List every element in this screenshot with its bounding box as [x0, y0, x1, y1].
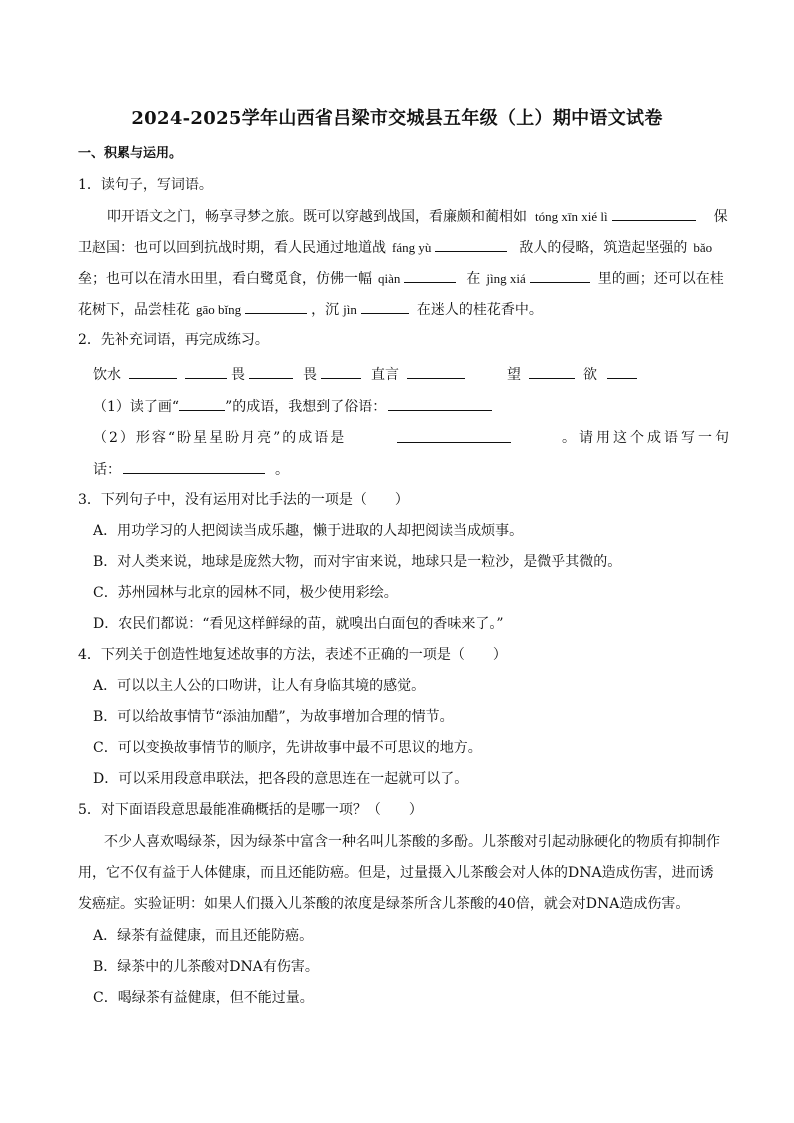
- q2-text: （2）形容“盼星星盼月亮”的成语是: [93, 430, 347, 446]
- pinyin-prompt: gāo bǐng: [196, 302, 242, 317]
- q2-text: 。请用这个成语写一句: [561, 430, 732, 446]
- answer-blank[interactable]: [404, 268, 456, 283]
- q5-option-a[interactable]: A．绿茶有益健康，而且还能防癌。: [93, 928, 314, 944]
- answer-blank[interactable]: [407, 364, 465, 379]
- question-2-label: 2．先补充词语，再完成练习。: [78, 332, 269, 348]
- answer-blank[interactable]: [529, 364, 575, 379]
- pinyin-prompt: fáng yù: [392, 240, 432, 255]
- q1-text: 叩开语文之门，畅享寻梦之旅。既可以穿越到战国，看廉颇和蔺相如: [107, 209, 527, 225]
- q5-option-c[interactable]: C．喝绿茶有益健康，但不能过量。: [93, 990, 314, 1006]
- q4-option-b[interactable]: B．可以给故事情节“添油加醋”，为故事增加合理的情节。: [93, 709, 454, 725]
- q3-option-a[interactable]: A．用功学习的人把阅读当成乐趣，懒于进取的人却把阅读当成烦事。: [93, 523, 524, 539]
- q4-option-a[interactable]: A．可以以主人公的口吻讲，让人有身临其境的感觉。: [93, 678, 426, 694]
- q1-text: 在迷人的桂花香中。: [416, 302, 543, 318]
- q3-option-c[interactable]: C．苏州园林与北京的园林不同，极少使用彩绘。: [93, 585, 398, 601]
- q1-text: 保: [713, 209, 728, 225]
- pinyin-prompt: jìng xiá: [486, 271, 526, 286]
- q1-line-3: [78, 268, 724, 289]
- q1-line-4: [78, 299, 543, 320]
- q2-text: ”的成语，我想到了俗语：: [225, 399, 387, 415]
- q2-text: 。: [275, 462, 289, 478]
- idiom-part: 欲: [583, 367, 597, 383]
- q1-text: 垒；也可以在清水田里，看白鹭觅食，仿佛一幅: [78, 271, 372, 287]
- q5-passage-line: 用，它不仅有益于人体健康，而且还能防癌。但是，过量摄入儿茶酸会对人体的DNA造成伤害，进而诱: [78, 865, 714, 881]
- answer-blank[interactable]: [249, 364, 293, 379]
- answer-blank[interactable]: [435, 237, 507, 252]
- q1-line-2: [78, 237, 712, 258]
- answer-blank[interactable]: [179, 396, 225, 411]
- q5-option-b[interactable]: B．绿茶中的儿茶酸对DNA有伤害。: [93, 959, 319, 975]
- answer-blank[interactable]: [185, 364, 227, 379]
- pinyin-prompt: tóng xīn xié lì: [535, 209, 608, 224]
- answer-blank[interactable]: [123, 459, 265, 474]
- idiom-part: 畏: [303, 367, 317, 383]
- q2-sub-2-cont: [93, 459, 289, 480]
- q2-text: 话：: [93, 462, 121, 478]
- answer-blank[interactable]: [129, 364, 177, 379]
- answer-blank[interactable]: [361, 299, 409, 314]
- q2-sub-1: [93, 396, 496, 417]
- question-3-label: 3．下列句子中，没有运用对比手法的一项是（ ）: [78, 492, 409, 508]
- idiom-part: 畏: [231, 367, 245, 383]
- q1-text: 在: [466, 271, 481, 287]
- answer-blank[interactable]: [321, 364, 361, 379]
- idiom-part: 直言: [371, 367, 399, 383]
- idiom-part: 望: [507, 367, 521, 383]
- q2-word-row: [93, 364, 641, 385]
- q5-passage-line: 发癌症。实验证明：如果人们摄入儿茶酸的浓度是绿茶所含儿茶酸的40倍，就会对DNA造成伤害。: [78, 896, 690, 912]
- answer-blank[interactable]: [397, 428, 511, 443]
- answer-blank[interactable]: [245, 299, 307, 314]
- answer-blank[interactable]: [612, 206, 696, 221]
- q4-option-d[interactable]: D．可以采用段意串联法，把各段的意思连在一起就可以了。: [93, 771, 469, 787]
- pinyin-prompt: bǎo: [693, 240, 713, 255]
- question-1-label: 1．读句子，写词语。: [78, 177, 213, 193]
- q3-option-d[interactable]: D．农民们都说：“看见这样鲜绿的苗，就嗅出白面包的香味来了。”: [93, 616, 504, 632]
- q2-sub-2: [93, 428, 732, 448]
- q1-text: 花树下，品尝桂花: [78, 302, 190, 318]
- q1-text: 敌人的侵略，筑造起坚强的: [519, 240, 688, 256]
- exam-title: 2024-2025学年山西省吕梁市交城县五年级（上）期中语文试卷: [131, 108, 663, 129]
- q1-line-1: [107, 206, 728, 227]
- pinyin-prompt: qiàn: [378, 271, 401, 286]
- idiom-part: 饮水: [93, 367, 121, 383]
- q1-text: ，沉: [311, 302, 340, 318]
- question-5-label: 5．对下面语段意思最能准确概括的是哪一项？（ ）: [78, 802, 423, 818]
- question-4-label: 4．下列关于创造性地复述故事的方法，表述不正确的一项是（ ）: [78, 647, 507, 663]
- answer-blank[interactable]: [607, 364, 637, 379]
- answer-blank[interactable]: [388, 396, 492, 411]
- q3-option-b[interactable]: B．对人类来说，地球是庞然大物，而对宇宙来说，地球只是一粒沙，是微乎其微的。: [93, 554, 622, 570]
- answer-blank[interactable]: [530, 268, 590, 283]
- pinyin-prompt: jìn: [343, 302, 357, 317]
- q5-passage-line: 不少人喜欢喝绿茶，因为绿茶中富含一种名叫儿茶酸的多酚。儿茶酸对引起动脉硬化的物质有抑制作: [104, 834, 720, 850]
- q1-text: 里的画；还可以在桂: [597, 271, 724, 287]
- q2-text: （1）读了画“: [93, 399, 180, 415]
- q4-option-c[interactable]: C．可以变换故事情节的顺序，先讲故事中最不可思议的地方。: [93, 740, 482, 756]
- q1-text: 卫赵国：也可以回到抗战时期，看人民通过地道战: [78, 240, 386, 256]
- section-heading: 一、积累与运用。: [78, 146, 183, 161]
